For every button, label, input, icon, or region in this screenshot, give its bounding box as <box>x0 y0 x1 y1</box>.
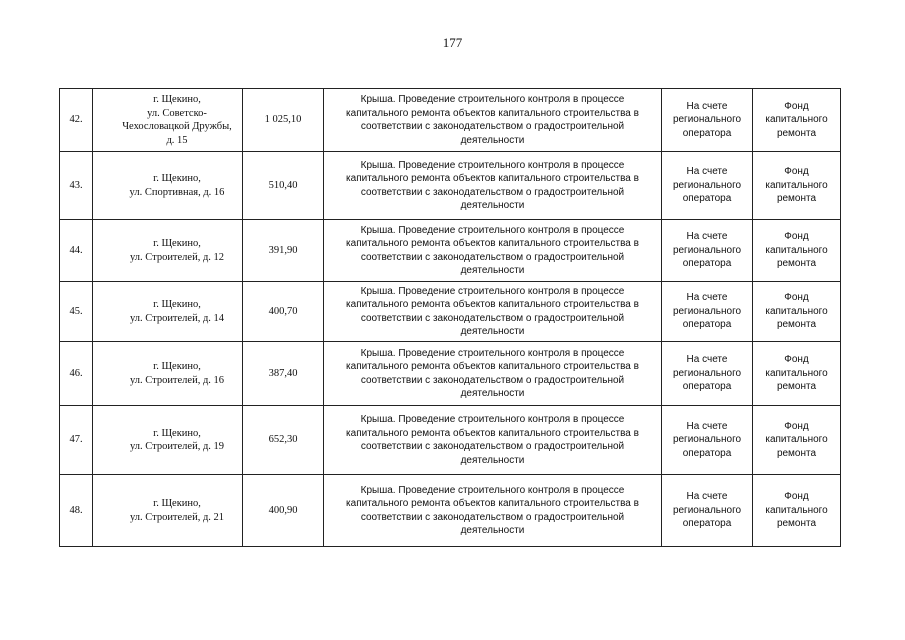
row-address: г. Щекино, ул. Строителей, д. 21 <box>93 475 243 547</box>
row-account: На счете регионального оператора <box>662 342 753 406</box>
row-number: 44. <box>60 220 93 282</box>
row-work-description: Крыша. Проведение строительного контроля в процессе капитального ремонта объектов капитального строительства в соответствии с законодательством о градостроительной деятельности <box>324 89 662 152</box>
page-number: 177 <box>442 35 463 50</box>
row-area: 1 025,10 <box>243 89 324 152</box>
row-address: г. Щекино, ул. Строителей, д. 19 <box>93 406 243 475</box>
capital-repair-table <box>59 88 841 547</box>
row-address: г. Щекино, ул. Советско- Чехословацкой Дружбы, д. 15 <box>93 89 243 152</box>
row-work-description: Крыша. Проведение строительного контроля в процессе капитального ремонта объектов капитального строительства в соответствии с законодательством о градостроительной деятельности <box>324 406 662 475</box>
row-area: 510,40 <box>243 152 324 220</box>
table-row <box>60 89 841 152</box>
row-address: г. Щекино, ул. Строителей, д. 16 <box>93 342 243 406</box>
row-fund: Фонд капитального ремонта <box>753 282 841 342</box>
row-account: На счете регионального оператора <box>662 282 753 342</box>
row-work-description: Крыша. Проведение строительного контроля в процессе капитального ремонта объектов капитального строительства в соответствии с законодательством о градостроительной деятельности <box>324 342 662 406</box>
row-account: На счете регионального оператора <box>662 152 753 220</box>
row-address: г. Щекино, ул. Строителей, д. 12 <box>93 220 243 282</box>
row-account: На счете регионального оператора <box>662 475 753 547</box>
table-row <box>60 282 841 342</box>
row-fund: Фонд капитального ремонта <box>753 342 841 406</box>
row-number: 47. <box>60 406 93 475</box>
table-row <box>60 152 841 220</box>
row-fund: Фонд капитального ремонта <box>753 89 841 152</box>
row-fund: Фонд капитального ремонта <box>753 220 841 282</box>
table-row <box>60 475 841 547</box>
row-area: 391,90 <box>243 220 324 282</box>
row-fund: Фонд капитального ремонта <box>753 152 841 220</box>
row-area: 652,30 <box>243 406 324 475</box>
row-number: 48. <box>60 475 93 547</box>
row-work-description: Крыша. Проведение строительного контроля в процессе капитального ремонта объектов капитального строительства в соответствии с законодательством о градостроительной деятельности <box>324 220 662 282</box>
row-number: 42. <box>60 89 93 152</box>
row-work-description: Крыша. Проведение строительного контроля в процессе капитального ремонта объектов капитального строительства в соответствии с законодательством о градостроительной деятельности <box>324 282 662 342</box>
row-number: 45. <box>60 282 93 342</box>
row-area: 400,90 <box>243 475 324 547</box>
table-row <box>60 342 841 406</box>
row-account: На счете регионального оператора <box>662 406 753 475</box>
table-row <box>60 406 841 475</box>
row-account: На счете регионального оператора <box>662 89 753 152</box>
row-fund: Фонд капитального ремонта <box>753 475 841 547</box>
row-address: г. Щекино, ул. Строителей, д. 14 <box>93 282 243 342</box>
table-row <box>60 220 841 282</box>
row-area: 400,70 <box>243 282 324 342</box>
row-number: 46. <box>60 342 93 406</box>
row-number: 43. <box>60 152 93 220</box>
row-fund: Фонд капитального ремонта <box>753 406 841 475</box>
row-address: г. Щекино, ул. Спортивная, д. 16 <box>93 152 243 220</box>
row-work-description: Крыша. Проведение строительного контроля в процессе капитального ремонта объектов капитального строительства в соответствии с законодательством о градостроительной деятельности <box>324 475 662 547</box>
row-area: 387,40 <box>243 342 324 406</box>
row-work-description: Крыша. Проведение строительного контроля в процессе капитального ремонта объектов капитального строительства в соответствии с законодательством о градостроительной деятельности <box>324 152 662 220</box>
row-account: На счете регионального оператора <box>662 220 753 282</box>
